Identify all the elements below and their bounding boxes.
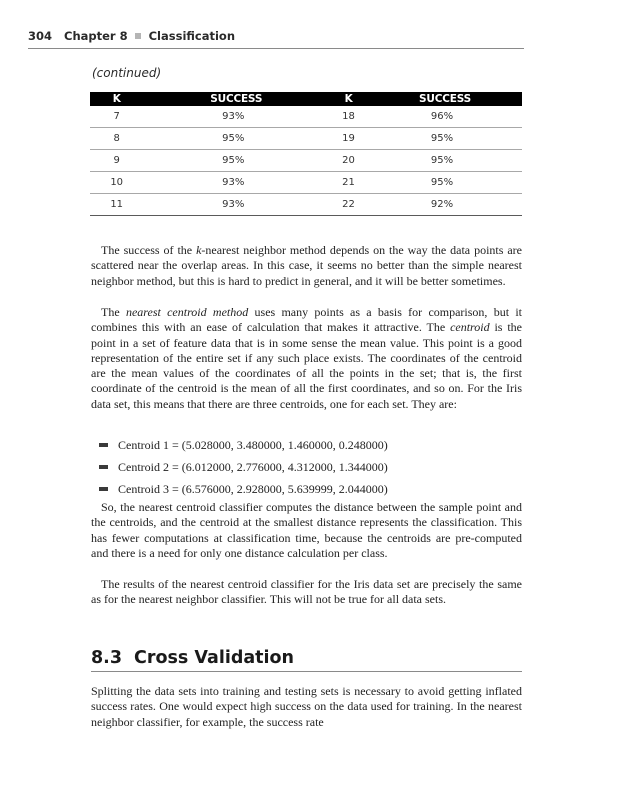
table-row: [90, 128, 522, 150]
table-cell: 93%: [143, 106, 329, 128]
column-header-success: SUCCESS: [368, 92, 522, 106]
table-cell: 93%: [143, 172, 329, 194]
list-item: [91, 456, 522, 478]
section-label: Classification: [148, 29, 236, 43]
k-success-table: [90, 92, 522, 216]
table-cell: 21: [329, 172, 368, 194]
running-head: [28, 29, 524, 49]
section-number: 8.3: [91, 648, 123, 668]
italic-term: k: [196, 243, 202, 257]
bullet-icon: [99, 487, 108, 491]
table-cell: 95%: [368, 172, 522, 194]
column-header-k: K: [329, 92, 368, 106]
table-row: [90, 172, 522, 194]
paragraph-text: The: [101, 305, 126, 319]
table-cell: 10: [90, 172, 143, 194]
chapter-label: Chapter 8: [64, 29, 128, 43]
table-cell: 19: [329, 128, 368, 150]
paragraph-text: is the point in a set of feature data that is in some sense the mean value. This point is a good representation of the entire set if any such place exists. The coordinates of the centroid are the mean values of the coordinates of all the points in the set; that is, the first coordinate of the centroid is the mean of all the first coordinates, and so on. For the Iris data set, this means that there are three centroids, one for each set. They are:: [91, 320, 523, 411]
paragraph-knn-success: [91, 243, 522, 289]
table-row: [90, 194, 522, 216]
centroid-text: Centroid 3 = (6.576000, 2.928000, 5.639999, 2.044000): [118, 482, 388, 496]
table-cell: 95%: [143, 150, 329, 172]
paragraph-splitting: Splitting the data sets into training and testing sets is necessary to avoid getting inflated success rates. One would expect high success on the data used for training. In the nearest neighbor classifier, for example, the success rate: [91, 684, 522, 729]
centroid-text: Centroid 2 = (6.012000, 2.776000, 4.312000, 1.344000): [118, 460, 388, 474]
bullet-icon: [99, 465, 108, 469]
column-header-k: K: [90, 92, 143, 106]
section-title: Cross Validation: [134, 648, 295, 668]
table-header-row: [90, 92, 522, 106]
paragraph-text: uses many points as a basis for comparison, but it combines this with an ease of calculation that makes it attractive. The: [91, 305, 522, 335]
paragraph-text: -nearest neighbor method depends on the way the data points are scattered near the overlap areas. In this case, it seems no better than the simple nearest neighbor method, but this is hard to predict in general, and it will be better sometimes.: [91, 243, 522, 288]
page-number: 304: [28, 29, 53, 43]
italic-term: nearest centroid method: [125, 305, 249, 319]
table-cell: 92%: [368, 194, 522, 216]
table-cell: 8: [90, 128, 143, 150]
paragraph-nearest-centroid: [91, 305, 522, 412]
continued-label: (continued): [92, 66, 162, 80]
column-header-success: SUCCESS: [143, 92, 329, 106]
table-cell: 96%: [368, 106, 522, 128]
table-cell: 95%: [143, 128, 329, 150]
table-cell: 95%: [368, 128, 522, 150]
paragraph-classifier-computation: So, the nearest centroid classifier computes the distance between the sample point and the centroids, and the centroid at the smallest distance represents the classification. This has fewer computations at classification time, because the centroids are pre-computed and there is a need for only one distance calculation per class.: [91, 500, 522, 560]
table-cell: 11: [90, 194, 143, 216]
table-cell: 20: [329, 150, 368, 172]
table-cell: 7: [90, 106, 143, 128]
table-row: [90, 106, 522, 128]
list-item: [91, 434, 522, 456]
list-item: [91, 478, 522, 500]
table-cell: 22: [329, 194, 368, 216]
italic-term: centroid: [450, 320, 490, 335]
centroid-text: Centroid 1 = (5.028000, 3.480000, 1.460000, 0.248000): [118, 438, 388, 452]
paragraph-text: The success of the: [101, 243, 197, 257]
table-cell: 18: [329, 106, 368, 128]
section-heading: [91, 648, 522, 672]
table-cell: 95%: [368, 150, 522, 172]
bullet-icon: [99, 443, 108, 447]
table-cell: 93%: [143, 194, 329, 216]
square-separator-icon: [135, 33, 141, 39]
table-row: [90, 150, 522, 172]
paragraph-results: The results of the nearest centroid classifier for the Iris data set are precisely the same as for the nearest neighbor classifier. This will not be true for all data sets.: [91, 577, 522, 607]
centroid-list: [91, 434, 522, 500]
table-cell: 9: [90, 150, 143, 172]
